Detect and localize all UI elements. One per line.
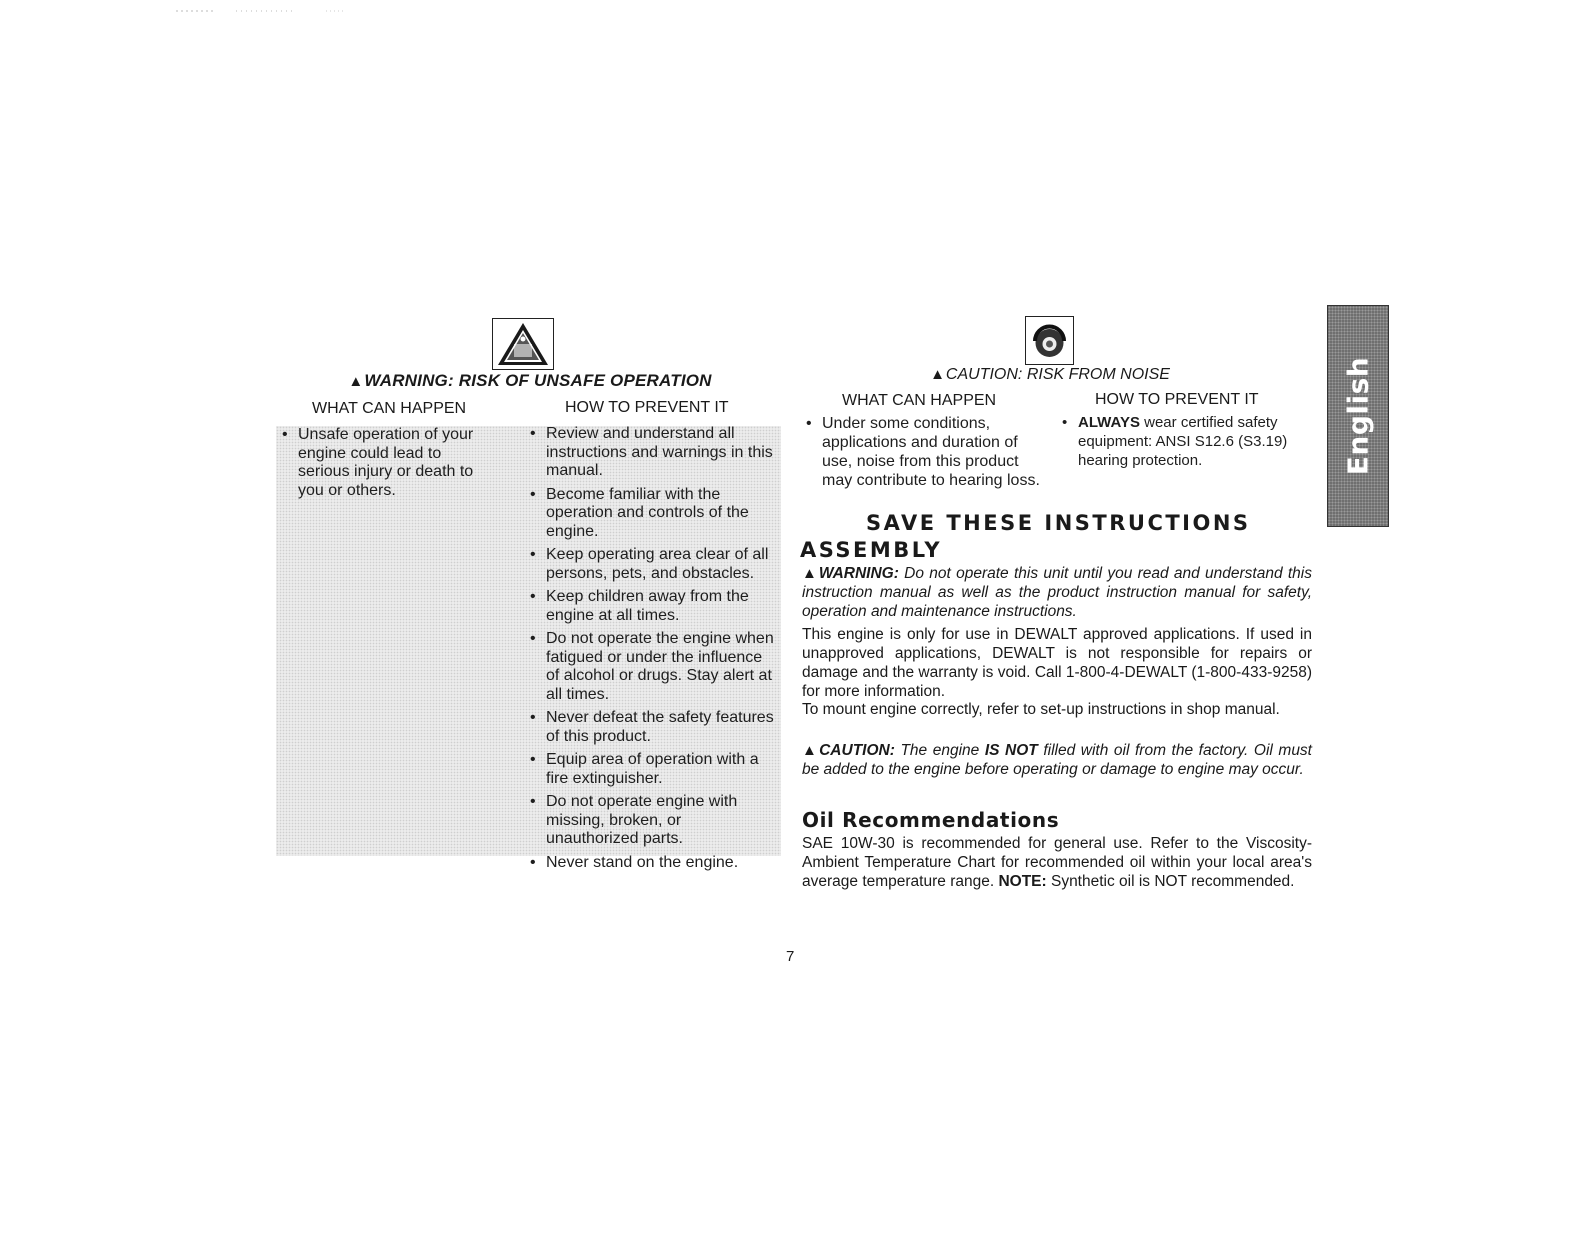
list-item: • Never stand on the engine.	[528, 854, 778, 873]
save-instructions-heading: SAVE THESE INSTRUCTIONS	[866, 511, 1251, 535]
assembly-heading: ASSEMBLY	[800, 538, 943, 562]
scan-artifact	[176, 8, 346, 14]
list-item: • Do not operate engine with missing, broken, or unauthorized parts.	[528, 793, 778, 849]
language-tab	[1327, 305, 1389, 527]
hearing-protection-icon	[1025, 316, 1074, 365]
list-item: • Do not operate the engine when fatigued or under the influence of alcohol or drugs. Stay alert at all times.	[528, 630, 778, 704]
what-can-happen-list	[804, 414, 1049, 490]
how-to-prevent-list	[528, 425, 778, 877]
list-item: • Equip area of operation with a fire extinguisher.	[528, 751, 778, 788]
assembly-warning: ▲WARNING: Do not operate this unit until you read and understand this instruction manual as well as the product instruction manual for safety, operation and maintenance instructions.	[802, 565, 1312, 620]
list-item: • Become familiar with the operation and controls of the engine.	[528, 486, 778, 542]
list-item: • Never defeat the safety features of this product.	[528, 709, 778, 746]
oil-recommendations-heading: Oil Recommendations	[802, 808, 1060, 832]
what-can-happen-header: WHAT CAN HAPPEN	[312, 400, 467, 417]
list-item: • Under some conditions, applications and duration of use, noise from this product may contribute to hearing loss.	[804, 414, 1049, 490]
assembly-info-paragraph: This engine is only for use in DEWALT approved applications. If used in unapproved applications, DEWALT is not responsible for repairs or damage and the warranty is void. Call 1-800-4-DEWALT (1-800-433-9258) for more information.	[802, 626, 1312, 700]
safety-first-icon	[492, 318, 554, 370]
what-can-happen-header: WHAT CAN HAPPEN	[842, 392, 997, 409]
language-tab-label: English	[1341, 356, 1375, 476]
list-item: • Review and understand all instructions and warnings in this manual.	[528, 425, 778, 481]
list-item: • ALWAYS wear certified safety equipment: ANSI S12.6 (S3.19) hearing protection.	[1060, 413, 1320, 470]
assembly-caution: ▲CAUTION: The engine IS NOT filled with oil from the factory. Oil must be added to the engine before operating or damage to engine may occur.	[802, 742, 1312, 778]
list-item: • Keep children away from the engine at all times.	[528, 588, 778, 625]
warning-triangle-icon: ▲	[802, 742, 819, 759]
caution-title: ▲CAUTION: RISK FROM NOISE	[930, 366, 1170, 383]
list-item: • Unsafe operation of your engine could lead to serious injury or death to you or others.	[280, 426, 490, 500]
warning-triangle-icon: ▲	[802, 565, 818, 582]
how-to-prevent-list	[1060, 413, 1320, 470]
assembly-mount-paragraph: To mount engine correctly, refer to set-up instructions in shop manual.	[802, 701, 1280, 718]
how-to-prevent-header: HOW TO PREVENT IT	[565, 399, 729, 416]
warning-triangle-icon: ▲	[930, 366, 945, 383]
what-can-happen-list	[280, 426, 490, 505]
how-to-prevent-header: HOW TO PREVENT IT	[1095, 391, 1259, 408]
page-number: 7	[786, 948, 795, 965]
oil-recommendations-paragraph: SAE 10W-30 is recommended for general use. Refer to the Viscosity-Ambient Temperature Chart for recommended oil within your local area's average temperature range. NOTE: Synthetic oil is NOT recommended.	[802, 835, 1312, 890]
warning-triangle-icon: ▲	[348, 373, 364, 390]
warning-title: ▲WARNING: RISK OF UNSAFE OPERATION	[348, 371, 712, 390]
list-item: • Keep operating area clear of all persons, pets, and obstacles.	[528, 546, 778, 583]
